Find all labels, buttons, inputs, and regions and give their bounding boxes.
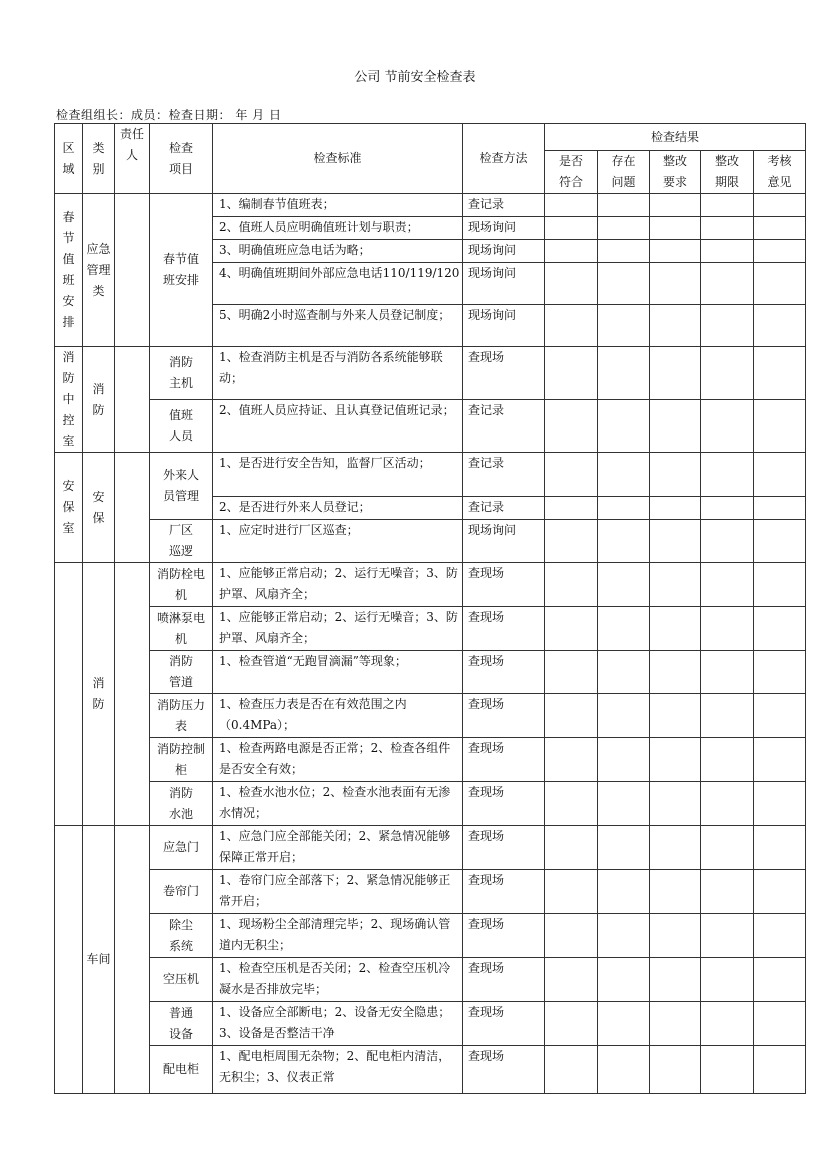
table-row: [55, 958, 806, 1002]
result-cell: [754, 1046, 806, 1094]
result-cell: [598, 782, 650, 826]
check-item-cell: 喷淋泵电 机: [150, 607, 213, 651]
header-result-col: 整改 期限: [701, 151, 754, 194]
result-cell: [754, 607, 806, 651]
result-cell: [650, 1002, 701, 1046]
result-cell: [754, 870, 806, 914]
result-cell: [754, 347, 806, 400]
result-cell: [754, 958, 806, 1002]
check-method-cell: 现场询问: [463, 263, 545, 305]
header-person: 责任 人: [115, 124, 150, 194]
result-cell: [650, 347, 701, 400]
check-method-cell: 查记录: [463, 400, 545, 453]
result-cell: [545, 520, 598, 563]
result-cell: [598, 563, 650, 607]
result-cell: [598, 958, 650, 1002]
check-item-cell: 空压机: [150, 958, 213, 1002]
result-cell: [598, 914, 650, 958]
check-standard-cell: 2、是否进行外来人员登记；: [213, 497, 463, 520]
result-cell: [754, 520, 806, 563]
result-cell: [701, 914, 754, 958]
area-cell: 安保 室: [55, 453, 83, 563]
header-method: 检查方法: [463, 124, 545, 194]
check-method-cell: 查现场: [463, 738, 545, 782]
table-row: [55, 826, 806, 870]
table-row: [55, 914, 806, 958]
header-result-col: 是否 符合: [545, 151, 598, 194]
person-cell: [115, 563, 150, 826]
result-cell: [650, 914, 701, 958]
result-cell: [701, 738, 754, 782]
result-cell: [701, 694, 754, 738]
inspection-meta-line: 检查组组长：成员：检查日期： 年 月 日: [56, 108, 282, 122]
result-cell: [650, 240, 701, 263]
check-method-cell: 查现场: [463, 826, 545, 870]
result-cell: [598, 826, 650, 870]
result-cell: [754, 563, 806, 607]
result-cell: [650, 217, 701, 240]
result-cell: [650, 694, 701, 738]
check-method-cell: 查现场: [463, 651, 545, 694]
result-cell: [545, 607, 598, 651]
result-cell: [650, 826, 701, 870]
result-cell: [598, 1046, 650, 1094]
result-cell: [650, 520, 701, 563]
check-standard-cell: 1、检查压力表是否在有效范围之内（0.4MPa）；: [213, 694, 463, 738]
result-cell: [754, 453, 806, 497]
table-row: [55, 651, 806, 694]
result-cell: [701, 453, 754, 497]
check-method-cell: 查现场: [463, 870, 545, 914]
result-cell: [650, 563, 701, 607]
result-cell: [650, 651, 701, 694]
result-cell: [701, 520, 754, 563]
result-cell: [754, 240, 806, 263]
result-cell: [545, 305, 598, 347]
result-cell: [545, 1002, 598, 1046]
result-cell: [598, 870, 650, 914]
result-cell: [754, 914, 806, 958]
check-standard-cell: 1、应能够正常启动；2、运行无噪音；3、防护罩、风扇齐全；: [213, 607, 463, 651]
result-cell: [545, 563, 598, 607]
result-cell: [545, 194, 598, 217]
document-title: 公司 节前安全检查表: [354, 70, 476, 85]
table-row: [55, 453, 806, 497]
check-method-cell: 查现场: [463, 694, 545, 738]
check-method-cell: 查现场: [463, 1002, 545, 1046]
table-row: [55, 782, 806, 826]
check-standard-cell: 2、值班人员应持证、且认真登记值班记录；: [213, 400, 463, 453]
check-item-cell: 消防栓电 机: [150, 563, 213, 607]
check-method-cell: 查现场: [463, 563, 545, 607]
result-cell: [701, 870, 754, 914]
result-cell: [754, 651, 806, 694]
area-cell: 消防 中控 室: [55, 347, 83, 453]
check-standard-cell: 1、应能够正常启动；2、运行无噪音；3、防护罩、风扇齐全；: [213, 563, 463, 607]
result-cell: [598, 263, 650, 305]
check-standard-cell: 1、检查管道“无跑冒滴漏”等现象；: [213, 651, 463, 694]
result-cell: [598, 520, 650, 563]
result-cell: [701, 263, 754, 305]
result-cell: [650, 263, 701, 305]
table-row: [55, 563, 806, 607]
result-cell: [545, 694, 598, 738]
result-cell: [650, 497, 701, 520]
result-cell: [545, 738, 598, 782]
check-method-cell: 查记录: [463, 453, 545, 497]
header-item: 检查 项目: [150, 124, 213, 194]
check-standard-cell: 1、配电柜周围无杂物；2、配电柜内清洁，无积尘；3、仪表正常: [213, 1046, 463, 1094]
check-standard-cell: 3、明确值班应急电话为略；: [213, 240, 463, 263]
check-method-cell: 现场询问: [463, 217, 545, 240]
result-cell: [701, 497, 754, 520]
result-cell: [598, 305, 650, 347]
result-cell: [545, 400, 598, 453]
result-cell: [701, 563, 754, 607]
check-standard-cell: 1、应定时进行厂区巡查；: [213, 520, 463, 563]
check-method-cell: 现场询问: [463, 520, 545, 563]
check-standard-cell: 1、检查消防主机是否与消防各系统能够联动；: [213, 347, 463, 400]
result-cell: [754, 694, 806, 738]
check-method-cell: 查现场: [463, 607, 545, 651]
safety-checklist-table: [54, 123, 806, 1094]
result-cell: [598, 607, 650, 651]
check-item-cell: 值班 人员: [150, 400, 213, 453]
check-standard-cell: 1、检查水池水位；2、检查水池表面有无渗水情况；: [213, 782, 463, 826]
table-row: [55, 1046, 806, 1094]
check-item-cell: 消防压力 表: [150, 694, 213, 738]
check-item-cell: 卷帘门: [150, 870, 213, 914]
result-cell: [598, 738, 650, 782]
result-cell: [701, 305, 754, 347]
result-cell: [545, 240, 598, 263]
result-cell: [650, 305, 701, 347]
result-cell: [650, 194, 701, 217]
header-result-col: 存在 问题: [598, 151, 650, 194]
result-cell: [545, 217, 598, 240]
check-item-cell: 春节值 班安排: [150, 194, 213, 347]
result-cell: [754, 194, 806, 217]
check-standard-cell: 4、明确值班期间外部应急电话110/119/120: [213, 263, 463, 305]
table-row: [55, 400, 806, 453]
result-cell: [650, 400, 701, 453]
person-cell: [115, 194, 150, 347]
check-method-cell: 现场询问: [463, 305, 545, 347]
result-cell: [754, 497, 806, 520]
check-standard-cell: 1、设备应全部断电；2、设备无安全隐患；3、设备是否整洁干净: [213, 1002, 463, 1046]
check-standard-cell: 5、明确2小时巡查制与外来人员登记制度；: [213, 305, 463, 347]
result-cell: [701, 217, 754, 240]
check-item-cell: 应急门: [150, 826, 213, 870]
result-cell: [545, 263, 598, 305]
check-item-cell: 消防 管道: [150, 651, 213, 694]
check-standard-cell: 2、值班人员应明确值班计划与职责；: [213, 217, 463, 240]
result-cell: [701, 194, 754, 217]
check-item-cell: 除尘 系统: [150, 914, 213, 958]
check-standard-cell: 1、编制春节值班表；: [213, 194, 463, 217]
check-method-cell: 查现场: [463, 782, 545, 826]
header-row: [55, 124, 806, 151]
result-cell: [754, 738, 806, 782]
result-cell: [545, 453, 598, 497]
result-cell: [545, 914, 598, 958]
check-item-cell: 配电柜: [150, 1046, 213, 1094]
result-cell: [598, 497, 650, 520]
result-cell: [701, 782, 754, 826]
result-cell: [598, 400, 650, 453]
result-cell: [754, 263, 806, 305]
result-cell: [598, 347, 650, 400]
result-cell: [650, 607, 701, 651]
category-cell: 车间: [83, 826, 115, 1094]
result-cell: [754, 217, 806, 240]
check-method-cell: 查现场: [463, 347, 545, 400]
result-cell: [701, 651, 754, 694]
header-area: 区 域: [55, 124, 83, 194]
table-row: [55, 738, 806, 782]
table-row: [55, 347, 806, 400]
check-method-cell: 查记录: [463, 194, 545, 217]
result-cell: [650, 958, 701, 1002]
area-cell: [55, 826, 83, 1094]
check-item-cell: 消防 主机: [150, 347, 213, 400]
result-cell: [701, 347, 754, 400]
result-cell: [754, 1002, 806, 1046]
result-cell: [701, 958, 754, 1002]
area-cell: 春节 值班 安排: [55, 194, 83, 347]
result-cell: [650, 453, 701, 497]
result-cell: [650, 782, 701, 826]
header-result-col: 考核 意见: [754, 151, 806, 194]
check-method-cell: 查现场: [463, 914, 545, 958]
result-cell: [598, 240, 650, 263]
result-cell: [545, 870, 598, 914]
result-cell: [545, 958, 598, 1002]
header-standard: 检查标准: [213, 124, 463, 194]
result-cell: [701, 826, 754, 870]
check-standard-cell: 1、是否进行安全告知，监督厂区活动；: [213, 453, 463, 497]
result-cell: [545, 497, 598, 520]
category-cell: 消 防: [83, 347, 115, 453]
result-cell: [650, 738, 701, 782]
result-cell: [598, 194, 650, 217]
result-cell: [545, 347, 598, 400]
check-item-cell: 外来人 员管理: [150, 453, 213, 520]
check-standard-cell: 1、卷帘门应全部落下；2、紧急情况能够正常开启；: [213, 870, 463, 914]
result-cell: [701, 607, 754, 651]
result-cell: [650, 1046, 701, 1094]
check-standard-cell: 1、现场粉尘全部清理完毕；2、现场确认管道内无积尘；: [213, 914, 463, 958]
result-cell: [701, 1002, 754, 1046]
check-method-cell: 查记录: [463, 497, 545, 520]
header-category: 类 别: [83, 124, 115, 194]
result-cell: [598, 217, 650, 240]
check-item-cell: 消防 水池: [150, 782, 213, 826]
category-cell: 消 防: [83, 563, 115, 826]
result-cell: [545, 782, 598, 826]
person-cell: [115, 826, 150, 1094]
result-cell: [545, 1046, 598, 1094]
table-row: [55, 870, 806, 914]
check-method-cell: 现场询问: [463, 240, 545, 263]
check-standard-cell: 1、检查空压机是否关闭；2、检查空压机冷凝水是否排放完毕；: [213, 958, 463, 1002]
result-cell: [754, 305, 806, 347]
header-result: 检查结果: [545, 124, 806, 151]
result-cell: [598, 453, 650, 497]
person-cell: [115, 347, 150, 453]
area-cell: [55, 563, 83, 826]
result-cell: [754, 782, 806, 826]
result-cell: [650, 870, 701, 914]
check-item-cell: 普通 设备: [150, 1002, 213, 1046]
check-item-cell: 厂区 巡逻: [150, 520, 213, 563]
header-result-col: 整改 要求: [650, 151, 701, 194]
check-method-cell: 查现场: [463, 958, 545, 1002]
table-row: [55, 194, 806, 217]
result-cell: [754, 400, 806, 453]
result-cell: [598, 694, 650, 738]
check-method-cell: 查现场: [463, 1046, 545, 1094]
table-row: [55, 1002, 806, 1046]
check-standard-cell: 1、应急门应全部能关闭；2、紧急情况能够保障正常开启；: [213, 826, 463, 870]
result-cell: [545, 651, 598, 694]
table-row: [55, 520, 806, 563]
table-row: [55, 694, 806, 738]
result-cell: [701, 1046, 754, 1094]
check-item-cell: 消防控制 柜: [150, 738, 213, 782]
table-row: [55, 607, 806, 651]
result-cell: [701, 240, 754, 263]
result-cell: [598, 1002, 650, 1046]
check-standard-cell: 1、检查两路电源是否正常；2、检查各组件是否安全有效；: [213, 738, 463, 782]
result-cell: [598, 651, 650, 694]
result-cell: [754, 826, 806, 870]
category-cell: 应急 管理 类: [83, 194, 115, 347]
result-cell: [701, 400, 754, 453]
person-cell: [115, 453, 150, 563]
category-cell: 安 保: [83, 453, 115, 563]
result-cell: [545, 826, 598, 870]
